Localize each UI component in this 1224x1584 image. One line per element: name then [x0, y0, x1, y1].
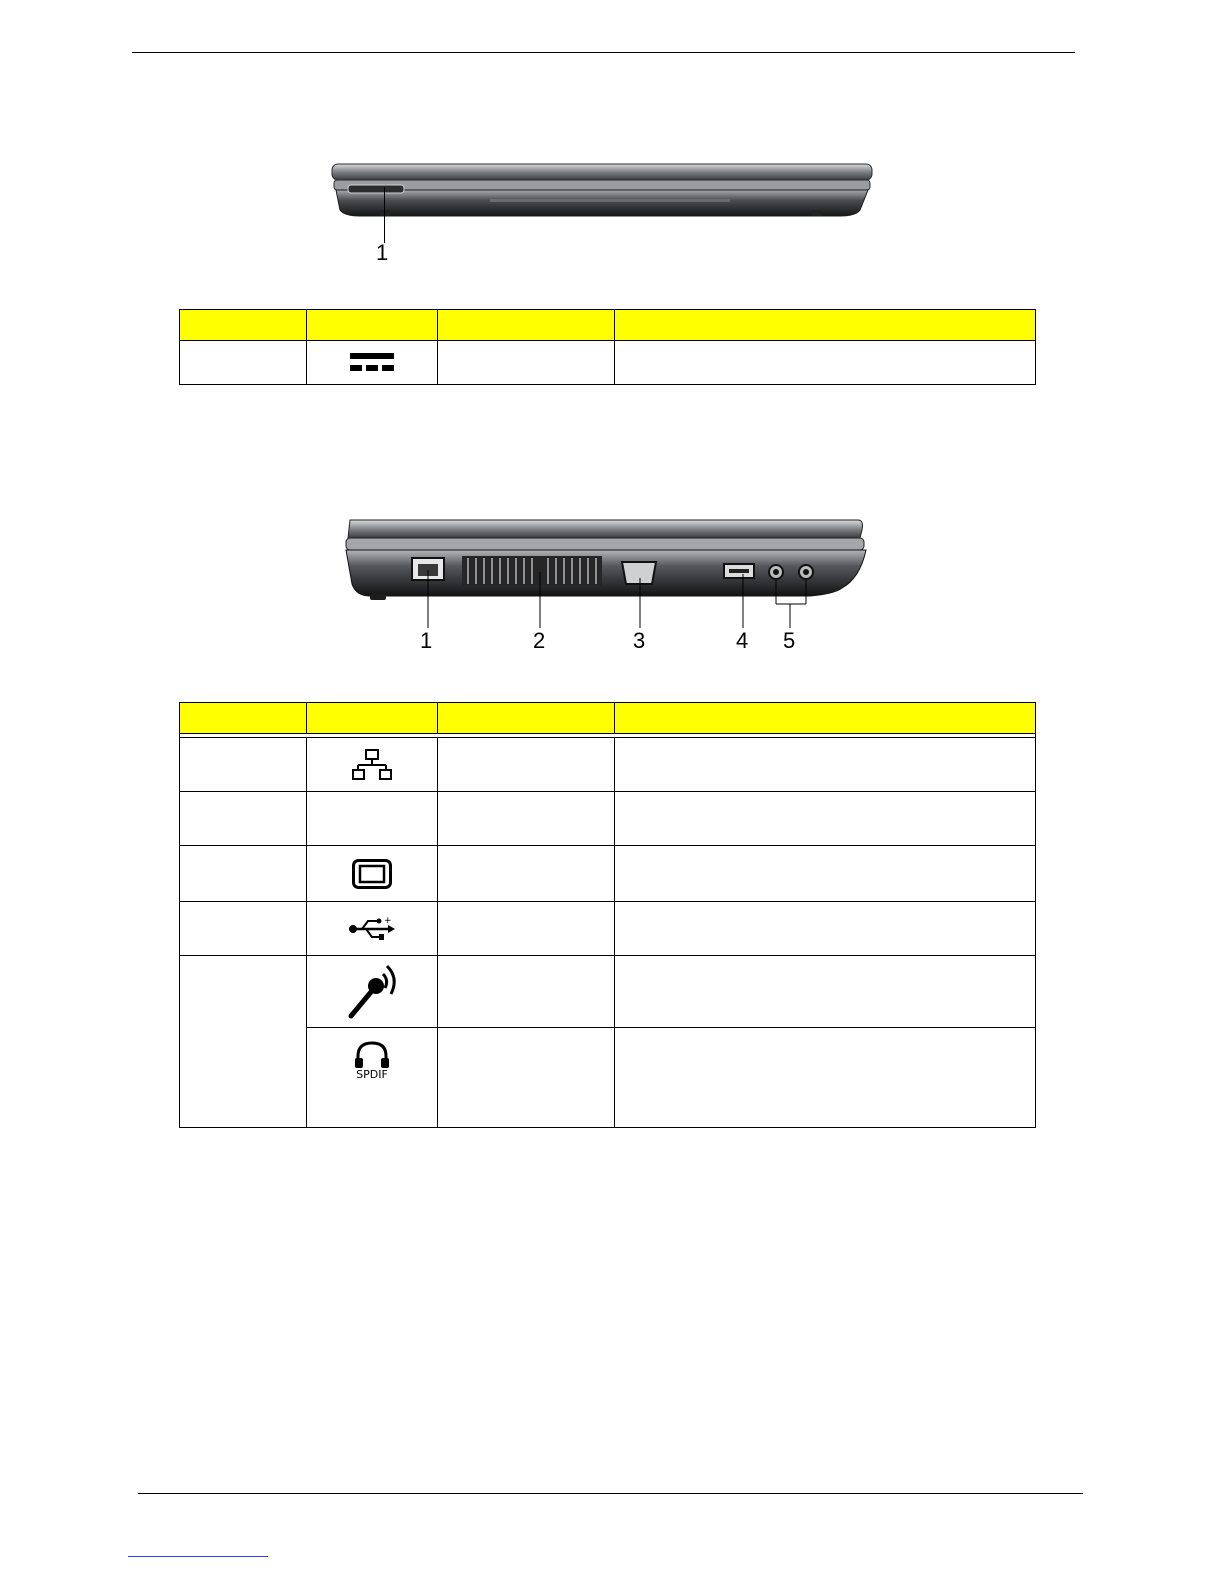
front-view-figure — [320, 150, 890, 270]
table-cell-item — [438, 738, 615, 792]
table-cell-no — [180, 902, 307, 956]
table-cell-icon — [307, 902, 438, 956]
table-cell-description — [615, 956, 1036, 1028]
table-cell-no — [180, 341, 307, 385]
table-row — [180, 956, 1036, 1028]
table-cell-no — [180, 956, 307, 1128]
header-rule — [132, 52, 1075, 53]
table-row — [180, 341, 1036, 385]
table-header-icon — [307, 703, 438, 734]
table-cell-description — [615, 792, 1036, 846]
table-header-item — [438, 310, 615, 341]
external-display-icon — [352, 859, 392, 889]
table-cell-icon — [307, 846, 438, 902]
left-callout-1: 1 — [420, 628, 433, 653]
network-icon — [352, 749, 392, 781]
table-cell-item — [438, 956, 615, 1028]
headphones-spdif-icon — [352, 1040, 392, 1070]
table-header-no — [180, 703, 307, 734]
table-cell-no — [180, 738, 307, 792]
table-cell-description — [615, 341, 1036, 385]
table-header-description — [615, 703, 1036, 734]
footer-rule — [138, 1493, 1083, 1494]
card-reader-icon — [350, 351, 394, 375]
table-row — [180, 1028, 1036, 1128]
left-view-laptop-image — [330, 508, 880, 628]
usb-icon — [348, 916, 396, 942]
left-callout-3: 3 — [633, 628, 646, 653]
front-view-laptop-image — [320, 150, 890, 270]
left-callout-4: 4 — [736, 628, 749, 653]
front-callout-leader — [384, 187, 385, 243]
table-cell-icon — [307, 956, 438, 1028]
table-cell-item — [438, 792, 615, 846]
left-callout-2: 2 — [533, 628, 546, 653]
table-cell-description — [615, 738, 1036, 792]
table-cell-description — [615, 902, 1036, 956]
left-callout-5: 5 — [783, 628, 796, 653]
table-header-icon — [307, 310, 438, 341]
table-header-description — [615, 310, 1036, 341]
table-cell-description — [615, 846, 1036, 902]
table-cell-item — [438, 846, 615, 902]
spdif-label: SPDIF — [356, 1068, 388, 1081]
table-row — [180, 792, 1036, 846]
table-cell-no — [180, 792, 307, 846]
front-callout-number: 1 — [376, 240, 389, 265]
table-cell-icon — [307, 1028, 438, 1128]
table-cell-item — [438, 341, 615, 385]
table-cell-icon — [307, 792, 438, 846]
front-view-table — [179, 309, 1036, 385]
footer-link-underline[interactable] — [128, 1556, 268, 1557]
microphone-icon — [345, 962, 399, 1022]
left-view-table — [179, 702, 1036, 1128]
table-cell-item — [438, 902, 615, 956]
table-cell-description — [615, 1028, 1036, 1128]
table-cell-no — [180, 846, 307, 902]
table-cell-icon — [307, 738, 438, 792]
table-row — [180, 902, 1036, 956]
table-row — [180, 846, 1036, 902]
table-row — [180, 738, 1036, 792]
table-header-item — [438, 703, 615, 734]
left-view-figure — [330, 508, 880, 660]
table-header-no — [180, 310, 307, 341]
table-cell-item — [438, 1028, 615, 1128]
svg-text:+: + — [384, 915, 392, 926]
table-cell-icon — [307, 341, 438, 385]
